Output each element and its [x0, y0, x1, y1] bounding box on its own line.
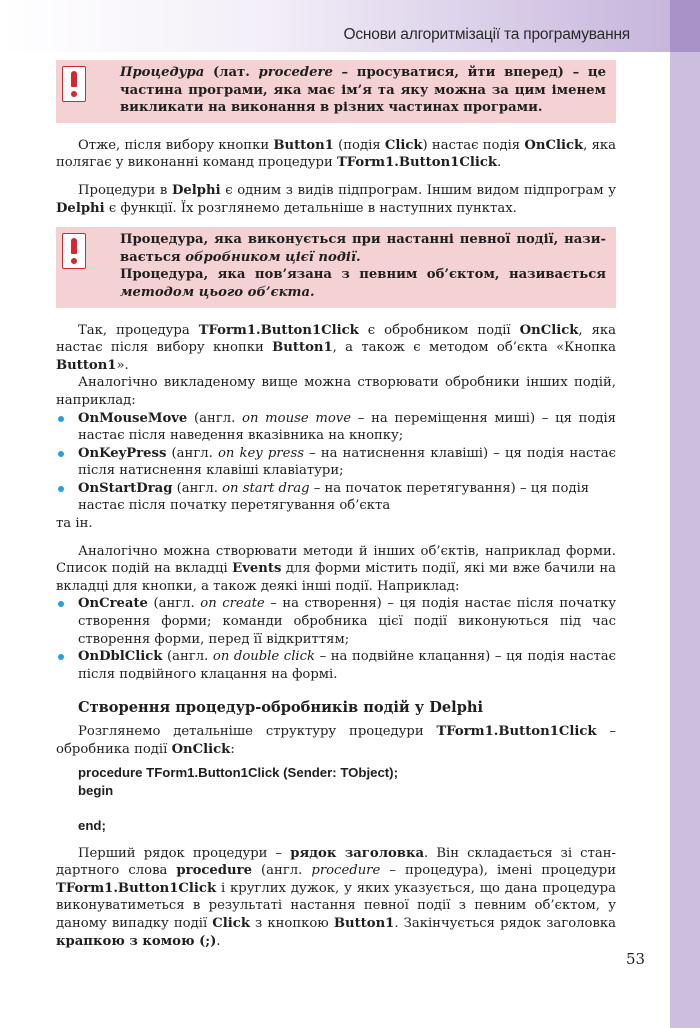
code-line: procedure TForm1.Button1Click (Sender: TObject); — [78, 765, 398, 781]
running-header-title: Основи алгоритмізації та програмування — [343, 26, 630, 43]
term-procedure: Процедура — [120, 65, 205, 80]
section-heading: Створення процедур-обробників подій у Delphi — [78, 699, 484, 717]
note-text — [120, 64, 606, 117]
term-latin: procedere — [258, 65, 333, 80]
paragraph: Процедури в Delphi є одним з видів підпрограм. Іншим видом підпрограм у Delphi є функції. Їх розглянемо детальніше в наступних пунктах. — [56, 182, 616, 216]
paragraph: Аналогічно можна створювати методи й інших об’єктів, наприклад форми. Список подій на вкладці Events для форми містить події, які ми вже бачили на вкладці для кнопки, а також деякі інші події. Наприклад: — [56, 543, 616, 594]
event-list-form — [56, 595, 616, 683]
paragraph: Перший рядок процедури – рядок заголовка. Він складається зі стандартного слова procedure (англ. procedure – процедура), імені процедури TForm1.Button1Click і круглих дужок, у яких указується, що дана процедура виконуватиметься в результаті настання певної події з певним об’єктом, у даному випадку події Click з кнопкою Button1. Закінчується рядок заголовка крапкою з комою (;). — [56, 845, 616, 949]
side-strip-tab — [670, 0, 700, 52]
exclamation-icon — [62, 66, 86, 102]
note-box-handler-method — [56, 227, 616, 307]
paragraph: Розглянемо детальніше структуру процедури TForm1.Button1Click – обробника події OnClick: — [56, 724, 616, 757]
list-item: OnStartDrag (англ. on start drag – на початок перетягування) – ця подія настає після початку перетягування об’єкта — [56, 480, 616, 515]
code-block — [78, 764, 616, 834]
paragraph: Так, процедура TForm1.Button1Click є обробником події OnClick, яка настає після вибору кнопки Button1, а також є методом об’єкта «Кнопка Button1». — [56, 322, 617, 373]
side-strip — [670, 0, 700, 1028]
exclamation-icon — [62, 233, 86, 269]
note-text-part: (лат. — [204, 65, 259, 80]
list-item: OnKeyPress (англ. on key press – на натиснення клавіші) – ця подія настає після натиснення клавіші клавіатури; — [56, 445, 616, 480]
list-item: OnDblClick (англ. on double click – на подвійне клацання) – ця подія настає після подвійного клацання на формі. — [56, 648, 616, 683]
page-number: 53 — [626, 950, 646, 968]
page-content — [56, 60, 616, 950]
note-text-part: – просуватися, йти вперед) – це частина програми, яка має ім’я та яку можна за цим іменем викликати на виконання в різних частинах програми. — [120, 65, 606, 116]
event-list-button — [56, 410, 616, 516]
code-line: end; — [78, 817, 106, 833]
note-text: Процедура, яка пов’язана з певним об’єктом, називається методом цього об’єкта. — [120, 267, 606, 300]
note-text: Процедура, яка виконується при настанні певної події, називається обробником цієї події. — [120, 232, 606, 265]
etc-text: та ін. — [56, 516, 93, 532]
list-item: OnCreate (англ. on create – на створення) – ця подія настає після початку створення форми; команди обробника цієї події виконуються під час створення форми, перед її відкриттям; — [56, 595, 616, 648]
paragraph: Отже, після вибору кнопки Button1 (подія Click) настає подія OnClick, яка полягає у виконанні команд процедури TForm1.Button1Click. — [56, 137, 616, 171]
note-box-procedure — [56, 60, 616, 123]
code-line: begin — [78, 782, 114, 798]
paragraph: Аналогічно викладеному вище можна створювати обробники інших подій, наприклад: — [56, 375, 616, 408]
list-item: OnMouseMove (англ. on mouse move – на переміщення миші) – ця подія настає після наведення вказівника на кнопку; — [56, 410, 616, 445]
header-band — [0, 0, 670, 52]
